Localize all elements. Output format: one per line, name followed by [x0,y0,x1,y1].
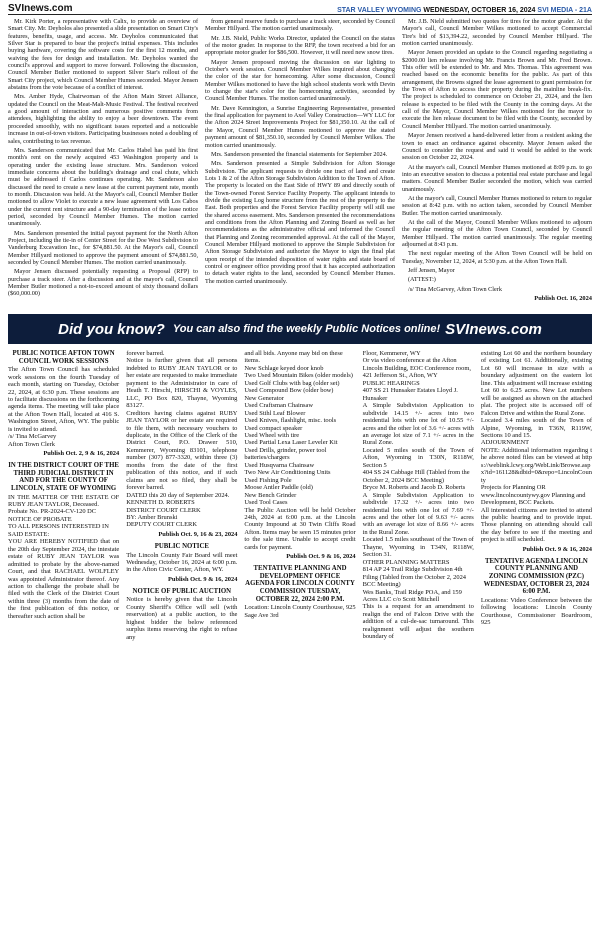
list-item: Used Fishing Pole [244,476,292,484]
publish-date: Publish Oct. 9 & 16, 2024 [167,575,238,583]
paragraph: PUBLIC HEARINGS [362,379,420,387]
list-item: Moose Antler Paddle (old) [244,484,313,492]
paragraph: /s/ Tina McGarvey [8,433,57,441]
list-item: Used Knives, flashlight, misc. tools [244,417,337,425]
paragraph: ADJOURNMENT [480,439,530,447]
list-item: Used Tool Cases [244,499,288,507]
paragraph: The Afton Town Council has scheduled work sessions on the fourth Tuesday of each month, starting on Tuesday, October 22, 2024, at 6:30 p.m. These sessions are to facilitate discussions on the forthcoming agenda items. The meeting will take place at the Afton Town Hall, located at 416 S. Washington Street, Afton, WY. The public is invited to attend. [8,366,120,433]
list-item: Used Partial Lexa Laser Leveler Kit [244,439,338,447]
list-item: Used Craftsman Chainsaw [244,402,314,410]
notices-column-2 [126,350,237,641]
paragraph: NOTICE OF PROBATE [8,515,72,523]
banner-site[interactable]: SVInews.com [445,320,542,338]
paragraph: Bryce M. Roberts and Jacob D. Roberts [362,484,466,492]
notice-heading: NOTICE OF PUBLIC AUCTION [132,587,232,595]
paragraph: Notice is hereby given that the Lincoln County Sheriff's Office will sell (with reservation) at a public auction, to the highest bidder the below referenced surplus items reserving the right to refuse any [126,596,238,641]
paragraph: NOTE: Additional information regarding the above noted files can be viewed at https://weblink.lcwy.org/WebLink/Browse.aspx?id=161128&dbid=0&repo=LincolnCounty [480,446,593,484]
paragraph: The Lincoln County Fair Board will meet Wednesday, October 16, 2024 at 6:00 p.m. in the Afton Civic Center, Afton, WY. [126,551,238,574]
paragraph: Locations: Video Conference between the following locations: Lincoln County Courthouse, Commissioner Boardroom, 925 [480,596,593,627]
paragraph: Or via video conference at the Afton Lincoln Building, EOC Conference room, 421 Jefferson St., Afton, WY [362,357,471,380]
publish-date: Publish Oct. 9 & 16, 2024 [522,545,593,553]
public-notices [8,350,592,641]
publish-date: Publish Oct. 9, 16 & 23, 2024 [158,530,238,538]
list-item: Used Compound Bow (older bow) [244,387,334,395]
site-name: SVInews.com [8,3,73,14]
notice-heading: PUBLIC NOTICE AFTON TOWN COUNCIL WORK SESSIONS [12,350,115,365]
paragraph: IN THE MATTER OF THE ESTATE OF RUBY JEAN TAYLOR, Deceased. [8,493,120,509]
paragraph: Mrs. Amber Hyde, Chairwoman of the Afton Main Street Alliance, updated the Council on the Meat-Malt-Music Festival. The festival received a good amount of interaction and numerous positive comments from attendees, highlighting the ability to enjoy a beer downtown. The event proceeded smoothly, with no significant issues reported and a noticeable increase in out-of-town visitors. Participating businesses noted a doubling of sales, contributing to tax revenue. [8,93,198,145]
list-item: New Generator [244,394,284,402]
paragraph: Creditors having claims against RUBY JEAN TAYLOR or her estate are required to file them, with necessary vouchers to duplicate, in the Office of the Clerk of the District Court, P.O. Drawer 510, Kemmerer, Wyoming 83101, telephone number (307) 877-3320, within three (3) months from the date of the first publication of this notice, and if such claims are not so filed, they shall be forever barred. [126,409,238,492]
minutes-column-2 [205,18,395,306]
page-header [8,0,592,15]
paragraph: (ATTEST:) [408,276,436,284]
council-minutes [8,18,592,306]
paragraph: 404 SS 24 Cabbage Hill (Tabled from the October 2, 2024 BCC Meeting) [362,469,470,484]
paragraph: 814 AP 24 Trail Ridge Subdivision 4th Filing (Tabled from the October 2, 2024 BCC Meeting) [362,566,467,589]
header-meta [337,7,592,14]
paragraph: A Simple Subdivision Application to subdivide 14.15 +/- acres into two residential lots with one lot of 10.55 +/- acres and the other lot of 3.6 +/- acres with an average lot size of 7.1 +/- acres in the Rural Zone. [362,402,474,447]
paragraph: Afton Town Clerk [8,440,55,448]
paragraph: KENNETH D. ROBERTS [126,499,195,507]
paragraph: The next regular meeting of the Afton Town Council will be held on Tuesday, November 12, 2024, at 5:30 p.m. at the Afton Town Hall. [402,250,592,265]
paragraph: DATED this 20 day of September 2024. [126,491,230,499]
paragraph: Floor, Kemmerer, WY [362,350,421,358]
notice-heading: TENTATIVE PLANNING AND DEVELOPMENT OFFICE AGENDA FOR LINCOLN COUNTY COMMISSION TUESDAY, OCTOBER 22, 2024 2:00 P.M. [245,565,355,603]
issue-date: WEDNESDAY, OCTOBER 16, 2024 [423,7,536,14]
paragraph: Probate No. PR-2024-CV-120 DC [8,508,97,516]
list-item: Used compact speaker [244,424,303,432]
paragraph: This is a request for an amendment to realign the end of Falcon Drive with the addition of a cul-de-sac turnaround. This realignment will adjust the southern boundary of [362,603,474,641]
notice-heading: IN THE DISTRICT COURT OF THE THIRD JUDICIAL DISTRICT IN AND FOR THE COUNTY OF LINCOLN, STATE OF WYOMING [8,462,119,492]
paper-name: STAR VALLEY WYOMING [337,7,422,14]
paragraph: Mrs. Sanderson communicated that Mr. Carlos Habel has paid his first month's rent on the newly acquired 453 Washington property and is operating under the existing lease structure. Mrs. Sanderson voiced immediate concerns about the building's drainage and coal chute, which must be addressed if Carlos continues operating. Mr. Sanderson also discussed the need to create a new lease at the current payment rate, month to month. Discussion was held. At the Mayor's call, Council Member Butler motioned to allow Violet to execute a new lease agreement with Los Cabos under the current rent structure and a 90-day termination of the lease notice period, seconded by Council Member Humes. The motion carried unanimously. [8,146,198,228]
paragraph: Located 1.5 miles southeast of the Town of Thayne, Wyoming in T34N, R118W, Section 31. [362,536,474,559]
banner-message: You can also find the weekly Public Notices online! [172,323,441,336]
paragraph: OTHER PLANNING MATTERS [362,558,450,566]
paragraph: forever barred. [126,350,165,358]
notices-column-3 [244,350,355,641]
paragraph: Mr. Kirk Porter, a representative with Calix, to provide an overview of Smart City. Mr. Deyholos also presented a slide presentation on Smart City's features, benefits, usage, and access. Mr. Deyholos communicated that Silver Star is prepared to bear the project's initial expenses. This includes buying hardware, covering the software costs for the first 12 months, and waiving the fees for design and installation. Mr. Deyholos wanted the council's approval and support to move forward. Following the discussion, Council Member Butler motioned to support Silver Star's rollout of the Smart City project, which Council Member Humes seconded. Mayor Jensen abstains from the vote because of a conflict of interest. [8,18,198,92]
paragraph: Wes Banks, Trail Ridge POA, and 159 Acres LLC c/o Scott Mitchell [362,588,462,603]
notices-column-4 [363,350,474,641]
minutes-column-3 [402,18,592,306]
paragraph: Mayor Jensen provided an update to the Council regarding negotiating a $2000.00 lien release involving Mr. Francis Brown and Mr. Fred Brown. This offer will be extended to Mr. and Mrs. Thomas. This agreement was reached based on the economic benefits for the public. As part of this arrangement, the Browns signed the lease agreement to grant permission for the Town of Afton to access their property during the mainline break-fix. The project is scheduled to commence on October 21, 2024, and the lien release is expected to be filed with the County in the coming days. At the call of the Mayor, Council Member Wilkes motioned for the mayor to execute the lien release document to be filed with the County, seconded by Council Member Hillyard. The motion carried unanimously. [402,49,592,130]
list-item: Two Used Mountain Bikes (older models) [244,372,353,380]
paragraph: Notice is further given that all persons indebted to RUBY JEAN TAYLOR or to her estate are requested to make immediate payment to the Administrator in care of Heath T. Hirschi, HIRSCHI & VOYLES, LLC, PO Box 820, Thayne, Wyoming 83127. [126,357,238,410]
publish-date: Publish Oct. 2, 9 & 16, 2024 [43,450,120,458]
list-item: Used Stihl Leaf Blower [244,409,306,417]
publish-date: Publish Oct. 9 & 16, 2024 [286,553,356,561]
list-item: New Bench Grinder [244,491,297,499]
promo-banner [8,314,592,344]
paragraph: Projects for Planning OR www.lincolncountywy.gov Planning and Development, BCC Packets. [480,484,586,507]
paragraph: At the mayor's call, Council Member Humes motioned to return to regular session at 8:42 p.m. with no action taken, seconded by Council Member Butler. The motion carried unanimously. [402,194,592,217]
paragraph: Mrs. Sanderson presented the initial payout payment for the North Afton Project, including the tie-in of Center Street for the Doe West Subdivision to Vanderburg Excavation Inc., for $74,881.50. At the Mayor's call, Council Member Hillyard motioned to approve the payment amount of $74,881.50, seconded by Council Member Humes. The motion carried unanimously. [8,229,198,266]
paragraph: Mr. Dave Kennington, a Sunrise Engineering Representative, presented the final application for payment to Axel Valley Construction—WY LLC for the Afton 2024 Street Improvements Project for $81,350.10. At the call of the Mayor, Council Member Humes motioned to approve the stated payment amount of $81,350.10, seconded by Council Member Wilkes. The motion carried unanimously. [205,104,395,149]
paragraph: Mayor Jensen discussed potentially requesting a Proposal (RFP) to purchase a track steer. After a discussion and at the mayor's call, Council Member Butler motioned a not-to-exceed amount of sixty thousand dollars ($60,000.00) [8,268,198,298]
paragraph: existing Lot 60 and the northern boundary of existing Lot 61. Additionally, existing Lot 60 will increase in size with a boundary adjustment on the eastern lot line. This adjustment will increase existing Lot 60 to 6.25 acres. New Lot numbers will be assigned as shown on the attached plat. The project site is accessed off of Falcon Drive and within the Rural Zone. [480,350,593,417]
notice-heading: TENTATIVE AGENDA LINCOLN COUNTY PLANNING AND ZONING COMMISSION (PZC) WEDNESDAY, OCTOBER 23, 2024 6:00 P.M. [483,557,590,596]
list-item: Used Golf Clubs with bag (older set) [244,379,340,387]
list-item: New Schlage keyed door knob [244,364,324,372]
list-item: Used Drills, grinder, power tool batteries/chargers [244,446,327,462]
paragraph: BY: Amber Brunski [126,514,178,521]
paragraph: TO ALL PERSONS INTERESTED IN SAID ESTATE: [8,523,109,538]
paragraph: Mr. J.B. Nield submitted two quotes for tires for the motor grader. At the Mayor's call, Council Member Wilkes motioned to accept Commercial Tire's bid of $13,394.22, seconded by Council Member Hillyard. The motion carried unanimously. [402,18,592,48]
section-label: SVI MEDIA - 21A [537,7,592,14]
paragraph: and all bids. Anyone may bid on these items. [244,350,343,365]
paragraph: Located 3.4 miles south of the Town of Alpine, Wyoming, in T36N, R119W, Sections 10 and 15. [480,417,593,440]
paragraph: The Public Auction will be held October 24th, 2024 at 6:00 p.m. at the Lincoln County Impound at 30 Twin Cliffs Road Afton. Items may be seen 15 minutes prior to the sale time. Unable to accept credit cards for payment. [244,506,356,551]
paragraph: Mayor Jensen proposed moving the discussion on star lighting to October's work session. Council Member Wilkes inquired about changing the color of the star for homecoming. After some discussion, Council Member Wilkes motioned to have the high school students work with Devin to change the star's color for the homecoming activities, seconded by Council Member Humes. The motion carried unanimously. [205,58,395,103]
paragraph: /s/ Tina McGarvey, Afton Town Clerk [408,285,502,293]
paragraph: Mayor Jensen received a hand-delivered letter from a resident asking the town to enact an ordinance against obscenity. Mayor Jensen asked the Council to consider the request and said it would be added to the work session on October 22, 2024. [402,132,592,162]
paragraph: DEPUTY COURT CLERK [126,521,197,529]
publish-date: Publish Oct. 16, 2024 [534,295,592,303]
paragraph: Mrs. Sanderson presented the financial statements for September 2024. [211,150,388,158]
list-item: Two New Air Conditioning Units [244,469,331,477]
minutes-column-1 [8,18,198,306]
paragraph: Mr. J.B. Nield, Public Works Director, updated the Council on the status of the motor grader. In response to the RFP, the town received a bid for an appropriate motor grader for $86,500. However, it will need new snow tires. [205,34,395,57]
paragraph: At the mayor's call, Council Member Humes motioned at 8:09 p.m. to go into an executive session to discuss a potential real estate purchase and legal matters. Council Member Butler seconded the motion, which was carried unanimously. [402,163,592,193]
paragraph: from general reserve funds to purchase a track steer, seconded by Council Member Hillyard. The motion carried unanimously. [205,18,395,33]
paragraph: Jeff Jensen, Mayor [408,267,455,274]
paragraph: All interested citizens are invited to attend the public hearing and to provide input. Those planning on attending should call the day before to see if the meeting and project is still scheduled. [480,506,593,544]
paragraph: Located 5 miles south of the Town of Afton, Wyoming in T30N, R118W, Section 5 [362,446,474,469]
paragraph: 407 SS 21 Hunsaker Estates Lloyd J. Hunsaker [362,387,458,402]
list-item: Used Wheel with tire [244,432,300,440]
notices-column-1 [8,350,119,641]
paragraph: Mrs. Sanderson presented a Simple Subdivision for Afton Storage Subdivision. The applicant requests to divide one tract of land and create Lots 1 & 2 of the Afton Storage Subdivision Addition to the Town of Afton. The property is located on the East Side of HWY 89 and directly south of the Town-owned Forest Service Facility Property. The applicant intends to divide the existing Log home structure from the rest of the property to the East. Both properties and the Forest Service Facility property will still use the shared access easement. Mrs. Sanderson presented the recommendations and conditions from the Afton Planning and Zoning Board as well as her recommendations as the administrative official and informed the Council that Planning and Zoning recommended approval. At the call of the Mayor, Council Member Hillyard motioned to approve the Simple Subdivision for Afton Storage Subdivision and authorize the Mayor to sign the final plat upon receipt of the intended disposition of water rights and state board of control or engineer office providing proof that it has accepted authorization to detach water rights to the land, seconded by Council Member Humes. The motion carried unanimously. [205,160,395,285]
paragraph: At the call of the Mayor, Council Member Wilkes motioned to adjourn the regular meeting of the Afton Town Council, seconded by Council Member Hillyard. The motion carried unanimously. The regular meeting adjourned at 8:43 p.m. [402,218,592,248]
notice-heading: PUBLIC NOTICE [154,542,209,550]
paragraph: Location: Lincoln County Courthouse, 925 Sage Ave 3rd [244,604,356,619]
paragraph: YOU ARE HEREBY NOTIFIED that on the 20th day September 2024, the intestate estate of RUBY JEAN TAYLOR was admitted to probate by the above-named Court, and that RACHAEL WOLFLEY was appointed Administrator thereof. Any action to challenge the probate shall be filed with the Clerk of the District Court within three (3) months from the date of the first publication of this notice, or thereafter such action shall be [8,538,120,620]
paragraph: DISTRICT COURT CLERK [126,506,201,514]
banner-question: Did you know? [58,320,165,338]
notices-column-5 [481,350,592,641]
paragraph: A Simple Subdivision Application to subdivide 17.32 +/- acres into two residential lots with one lot of 7.69 +/- acres and the other lot of 9.63 +/- acres with an average lot size of 8.66 +/- acres in the Rural Zone. [362,491,474,536]
list-item: Used Husqvarna Chainsaw [244,461,315,469]
